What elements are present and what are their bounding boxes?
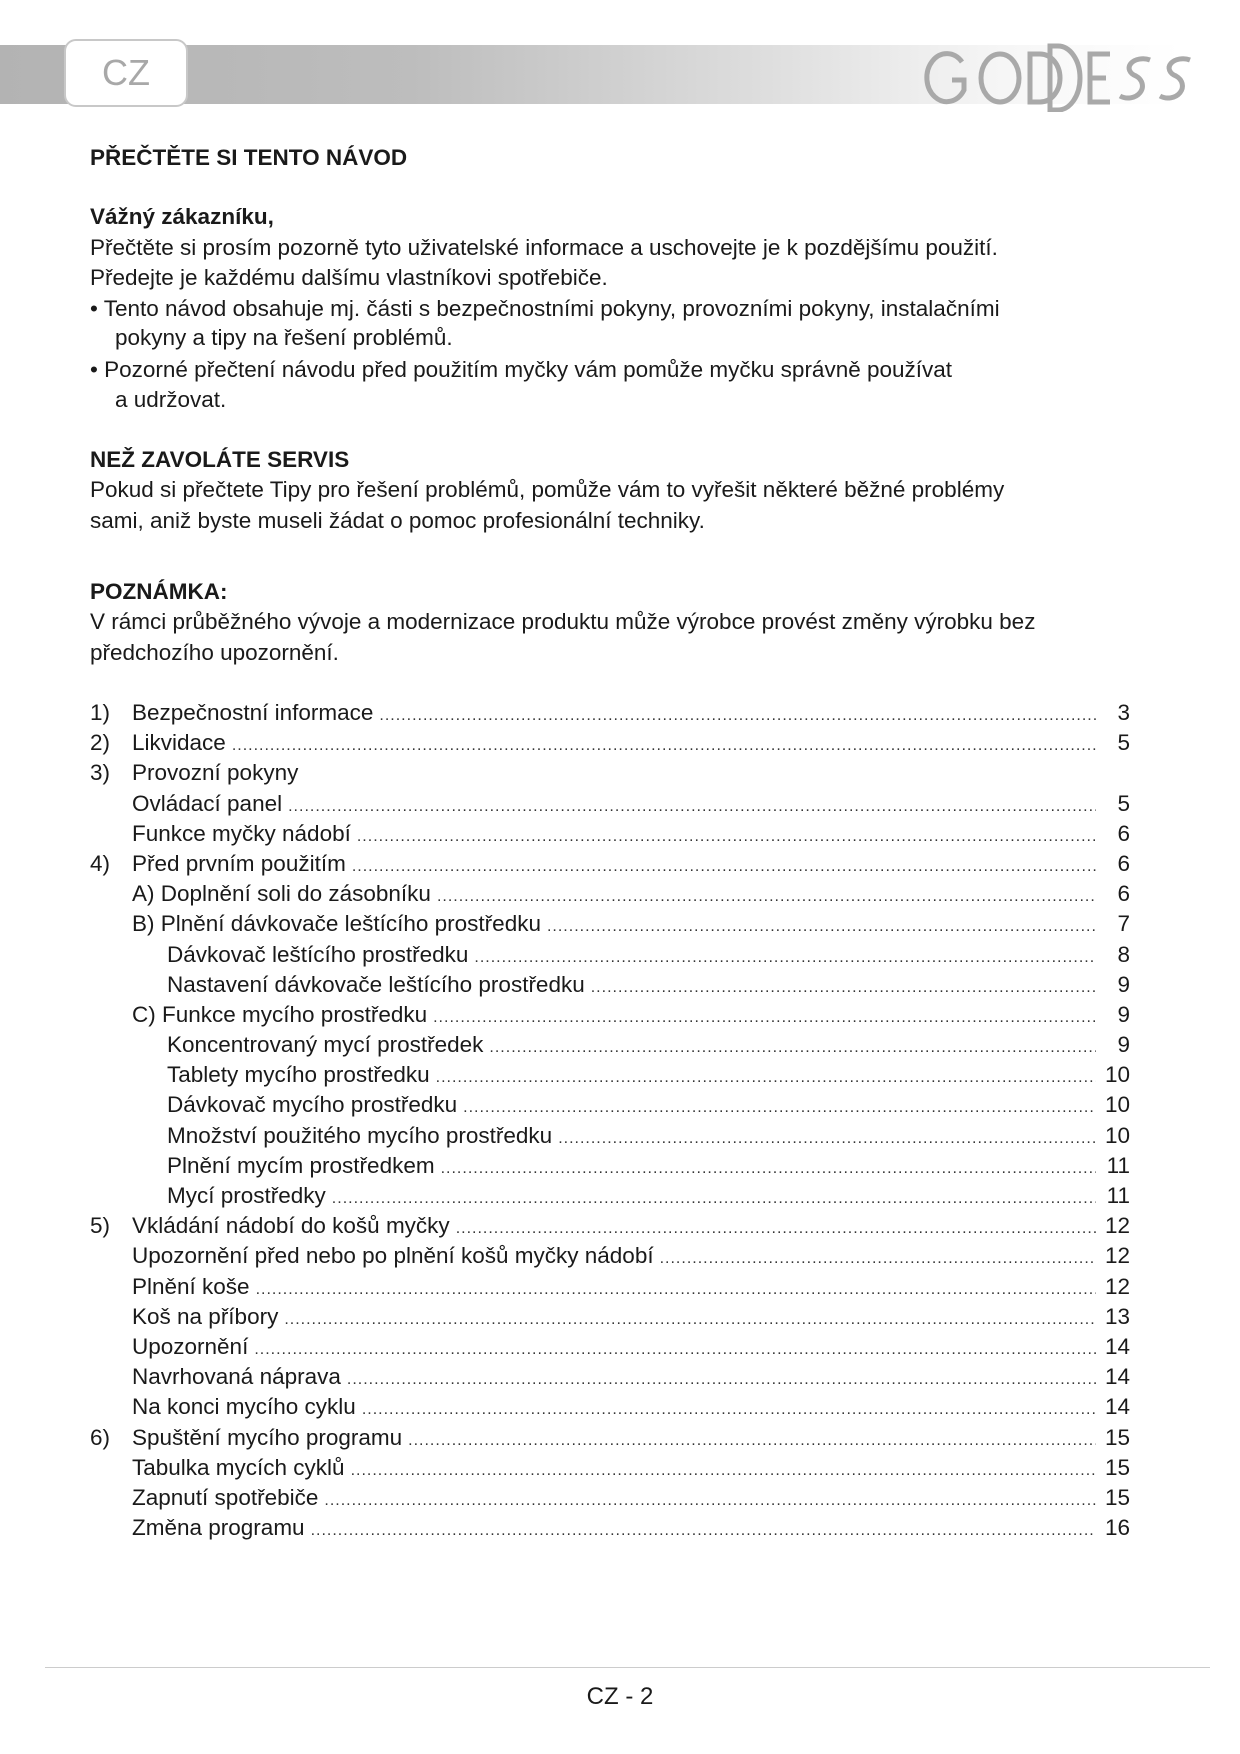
toc-entry[interactable] [90,1151,1130,1181]
toc-entry[interactable] [90,1453,1130,1483]
toc-entry[interactable] [90,1121,1130,1151]
toc-page: 3 [1117,700,1130,725]
goddess-logo [922,40,1222,112]
page-title: PŘEČTĚTE SI TENTO NÁVOD [90,145,408,170]
toc-page: 12 [1104,1213,1130,1239]
toc-label: Vkládání nádobí do košů myčky [132,1213,450,1239]
toc-label: Bezpečnostní informace [132,700,374,725]
toc-label: Upozornění [132,1333,249,1359]
toc-leader [362,1395,1096,1425]
toc-label: Funkce myčky nádobí [132,820,351,846]
toc-entry[interactable] [90,819,1130,849]
table-of-contents [90,698,1130,1543]
toc-leader [433,1003,1096,1033]
toc-entry[interactable] [90,1392,1130,1422]
toc-page: 11 [1106,1152,1130,1178]
toc-page: 14 [1104,1364,1130,1390]
toc-label: Tablety mycího prostředku [167,1062,430,1088]
toc-label: Dávkovač leštícího prostředku [167,941,469,967]
toc-page: 6 [1117,850,1130,876]
intro-line: Předejte je každému dalšímu vlastníkovi spotřebiče. [90,265,608,290]
toc-leader [347,1365,1096,1395]
toc-leader [591,973,1096,1003]
toc-label: Plnění mycím prostředkem [167,1152,435,1178]
toc-label: B) Plnění dávkovače leštícího prostředku [132,911,541,937]
toc-entry[interactable] [90,909,1130,939]
bullet-line: a udržovat. [115,387,227,412]
toc-number: 6) [90,1424,111,1450]
toc-leader [558,1124,1096,1154]
toc-entry[interactable] [90,1423,1130,1453]
toc-entry[interactable] [90,1060,1130,1090]
toc-number: 2) [90,730,111,756]
toc-label: Zapnutí spotřebiče [132,1484,319,1510]
toc-label: Tabulka mycích cyklů [132,1454,345,1480]
service-line: sami, aniž byste museli žádat o pomoc profesionální techniky. [90,508,705,533]
toc-page: 10 [1104,1122,1130,1148]
toc-entry[interactable] [90,1241,1130,1271]
toc-label: Ovládací panel [132,790,283,816]
toc-leader [324,1486,1096,1516]
note-line: předchozího upozornění. [90,640,339,665]
toc-page: 5 [1117,790,1130,816]
toc-entry[interactable] [90,1513,1130,1543]
toc-label: Provozní pokyny [132,760,299,786]
toc-page: 6 [1117,820,1130,846]
toc-label: Změna programu [132,1515,305,1541]
toc-label: C) Funkce mycího prostředku [132,1001,428,1027]
toc-label: Spuštění mycího programu [132,1424,403,1450]
toc-label: Upozornění před nebo po plnění košů myčky nádobí [132,1243,654,1269]
toc-label: Mycí prostředky [167,1183,326,1208]
toc-page: 5 [1117,730,1130,756]
toc-page: 12 [1104,1243,1130,1269]
toc-page: 10 [1104,1092,1130,1118]
toc-entry[interactable] [90,1272,1130,1302]
toc-leader [311,1516,1096,1546]
toc-entry[interactable] [90,728,1130,758]
toc-leader [232,731,1096,761]
toc-leader [547,912,1096,942]
toc-entry[interactable] [90,698,1130,728]
toc-page: 15 [1104,1454,1130,1480]
toc-label: Množství použitého mycího prostředku [167,1122,553,1148]
toc-leader [463,1093,1096,1123]
greeting: Vážný zákazníku, [90,204,274,229]
toc-number: 5) [90,1213,111,1239]
note-line: V rámci průběžného vývoje a modernizace produktu může výrobce provést změny výrobku bez [90,609,1036,634]
toc-page: 14 [1104,1333,1130,1359]
toc-leader [456,1214,1096,1244]
toc-leader [436,1063,1096,1093]
bullet-line: • Tento návod obsahuje mj. části s bezpečnostními pokyny, provozními pokyny, instalačními [90,296,1000,321]
toc-entry[interactable] [90,1332,1130,1362]
toc-page: 12 [1104,1273,1130,1299]
page-number: CZ - 2 [586,1683,654,1710]
toc-entry[interactable] [90,1483,1130,1513]
service-heading: NEŽ ZAVOLÁTE SERVIS [90,447,350,472]
toc-number: 4) [90,850,111,876]
toc-page: 8 [1117,941,1130,967]
toc-entry[interactable] [90,1362,1130,1392]
toc-number: 3) [90,760,111,786]
toc-label: Před prvním použitím [132,850,346,876]
toc-entry[interactable] [90,1302,1130,1332]
toc-label: Dávkovač mycího prostředku [167,1092,458,1118]
toc-entry[interactable] [90,1030,1130,1060]
toc-page: 10 [1104,1062,1130,1088]
toc-page: 13 [1104,1303,1130,1329]
toc-page: 6 [1117,881,1130,907]
toc-entry[interactable] [90,940,1130,970]
toc-entry[interactable] [90,849,1130,879]
toc-leader [379,701,1096,731]
toc-label: A) Doplnění soli do zásobníku [132,881,431,907]
toc-leader [254,1335,1096,1365]
language-code: CZ [102,52,150,93]
toc-leader [660,1244,1096,1274]
toc-leader [441,1154,1096,1184]
toc-leader [256,1275,1096,1305]
toc-leader [408,1426,1096,1456]
toc-leader [437,882,1096,912]
bullet-line: • Pozorné přečtení návodu před použitím myčky vám pomůže myčku správně používat [90,357,953,382]
footer-divider [45,1667,1210,1668]
service-line: Pokud si přečtete Tipy pro řešení problémů, pomůže vám to vyřešit některé běžné problémy [90,477,1005,502]
toc-label: Plnění koše [132,1273,250,1299]
toc-entry[interactable] [90,1181,1130,1211]
toc-leader [332,1184,1096,1214]
toc-entry[interactable] [90,1211,1130,1241]
toc-entry[interactable] [90,970,1130,1000]
toc-page: 9 [1117,1032,1130,1058]
language-tab [64,39,188,107]
toc-entry[interactable] [90,879,1130,909]
toc-entry[interactable] [90,1090,1130,1120]
toc-entry[interactable] [90,789,1130,819]
toc-label: Navrhovaná náprava [132,1364,341,1390]
toc-leader [352,852,1096,882]
toc-page: 15 [1104,1484,1130,1510]
toc-leader [489,1033,1096,1063]
bullet-line: pokyny a tipy na řešení problémů. [115,325,453,350]
toc-page: 11 [1106,1183,1130,1208]
toc-leader [474,943,1096,973]
intro-line: Přečtěte si prosím pozorně tyto uživatelské informace a uschovejte je k pozdějšímu použití. [90,235,998,260]
toc-page: 7 [1117,911,1130,937]
toc-number: 1) [90,700,111,725]
toc-page: 9 [1117,1001,1130,1027]
toc-page: 14 [1104,1394,1130,1420]
toc-page: 15 [1104,1424,1130,1450]
toc-entry[interactable] [90,758,1130,788]
note-heading: POZNÁMKA: [90,579,228,604]
toc-leader [351,1456,1096,1486]
toc-label: Nastavení dávkovače leštícího prostředku [167,971,585,997]
toc-label: Koš na příbory [132,1303,279,1329]
toc-label: Na konci mycího cyklu [132,1394,356,1420]
toc-leader [284,1305,1096,1335]
toc-page: 16 [1104,1515,1130,1541]
toc-entry[interactable] [90,1000,1130,1030]
toc-leader [288,792,1096,822]
toc-page: 9 [1117,971,1130,997]
toc-label: Koncentrovaný mycí prostředek [167,1032,484,1058]
toc-label: Likvidace [132,730,226,756]
toc-leader [357,822,1096,852]
